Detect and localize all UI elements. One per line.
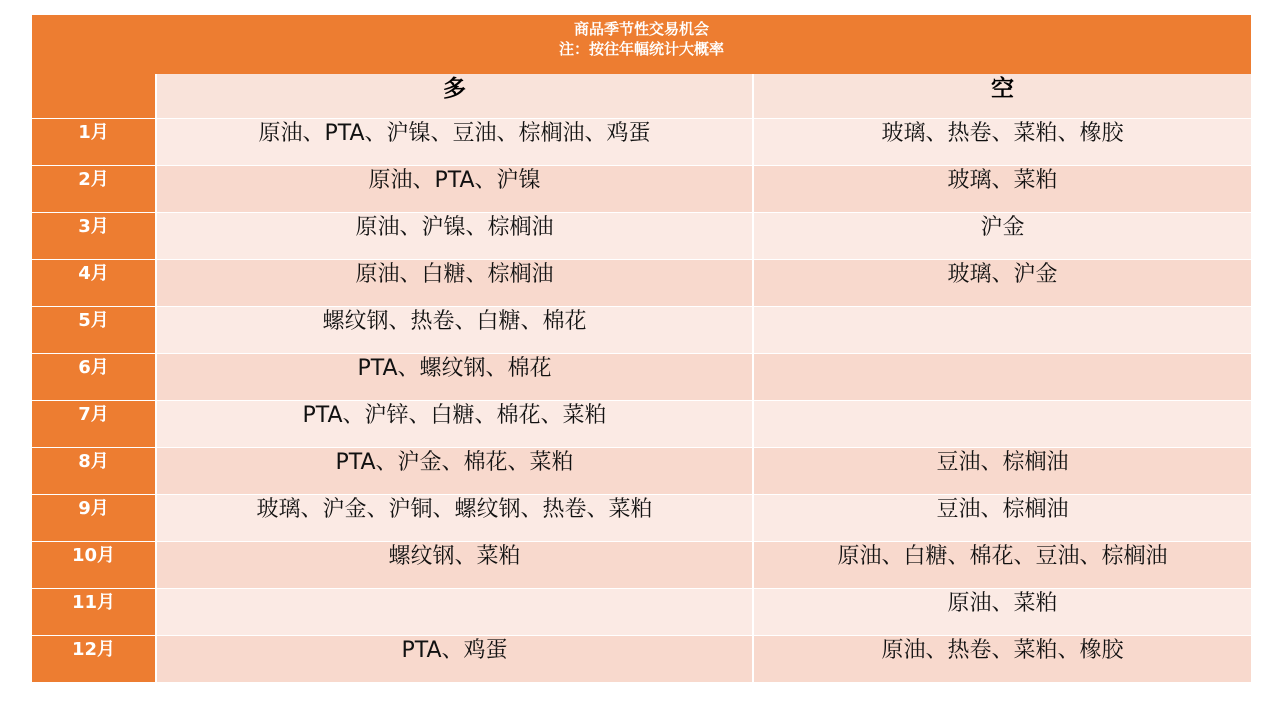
- month-label: 12月: [32, 635, 156, 682]
- table-row: [32, 494, 1251, 541]
- month-label: 4月: [32, 259, 156, 306]
- short-commodities: 玻璃、热卷、菜粕、橡胶: [753, 118, 1251, 165]
- month-label: 1月: [32, 118, 156, 165]
- short-commodities: 原油、菜粕: [753, 588, 1251, 635]
- month-label: 9月: [32, 494, 156, 541]
- table-row: [32, 588, 1251, 635]
- long-commodities: PTA、鸡蛋: [156, 635, 753, 682]
- table-row: [32, 635, 1251, 682]
- table-row: [32, 353, 1251, 400]
- short-commodities: 沪金: [753, 212, 1251, 259]
- table-row: [32, 259, 1251, 306]
- long-commodities: PTA、螺纹钢、棉花: [156, 353, 753, 400]
- table-row: [32, 447, 1251, 494]
- short-commodities: [753, 400, 1251, 447]
- month-label: 3月: [32, 212, 156, 259]
- month-label: 7月: [32, 400, 156, 447]
- table-subtitle: 注：按往年幅统计大概率: [558, 40, 724, 58]
- long-commodities: PTA、沪锌、白糖、棉花、菜粕: [156, 400, 753, 447]
- short-commodities: 豆油、棕榈油: [753, 494, 1251, 541]
- short-commodities: 原油、热卷、菜粕、橡胶: [753, 635, 1251, 682]
- table-row: [32, 165, 1251, 212]
- header-long: 多: [156, 74, 753, 118]
- long-commodities: 原油、沪镍、棕榈油: [156, 212, 753, 259]
- table-title-bar: [32, 15, 1251, 74]
- month-label: 11月: [32, 588, 156, 635]
- short-commodities: [753, 353, 1251, 400]
- header-short: 空: [753, 74, 1251, 118]
- short-commodities: 原油、白糖、棉花、豆油、棕榈油: [753, 541, 1251, 588]
- short-commodities: [753, 306, 1251, 353]
- long-commodities: 玻璃、沪金、沪铜、螺纹钢、热卷、菜粕: [156, 494, 753, 541]
- table-title: 商品季节性交易机会: [573, 20, 709, 38]
- table-row: [32, 306, 1251, 353]
- table-row: [32, 400, 1251, 447]
- long-commodities: PTA、沪金、棉花、菜粕: [156, 447, 753, 494]
- short-commodities: 玻璃、菜粕: [753, 165, 1251, 212]
- table-row: [32, 541, 1251, 588]
- table-header-row: [32, 74, 1251, 118]
- long-commodities: 原油、白糖、棕榈油: [156, 259, 753, 306]
- long-commodities: [156, 588, 753, 635]
- month-label: 2月: [32, 165, 156, 212]
- month-label: 8月: [32, 447, 156, 494]
- month-label: 5月: [32, 306, 156, 353]
- table-row: [32, 212, 1251, 259]
- header-month: [32, 74, 156, 118]
- month-label: 10月: [32, 541, 156, 588]
- long-commodities: 螺纹钢、热卷、白糖、棉花: [156, 306, 753, 353]
- long-commodities: 原油、PTA、沪镍: [156, 165, 753, 212]
- table-grid: [32, 74, 1251, 682]
- long-commodities: 螺纹钢、菜粕: [156, 541, 753, 588]
- month-label: 6月: [32, 353, 156, 400]
- short-commodities: 豆油、棕榈油: [753, 447, 1251, 494]
- long-commodities: 原油、PTA、沪镍、豆油、棕榈油、鸡蛋: [156, 118, 753, 165]
- table-row: [32, 118, 1251, 165]
- short-commodities: 玻璃、沪金: [753, 259, 1251, 306]
- seasonal-trading-table: [32, 15, 1251, 683]
